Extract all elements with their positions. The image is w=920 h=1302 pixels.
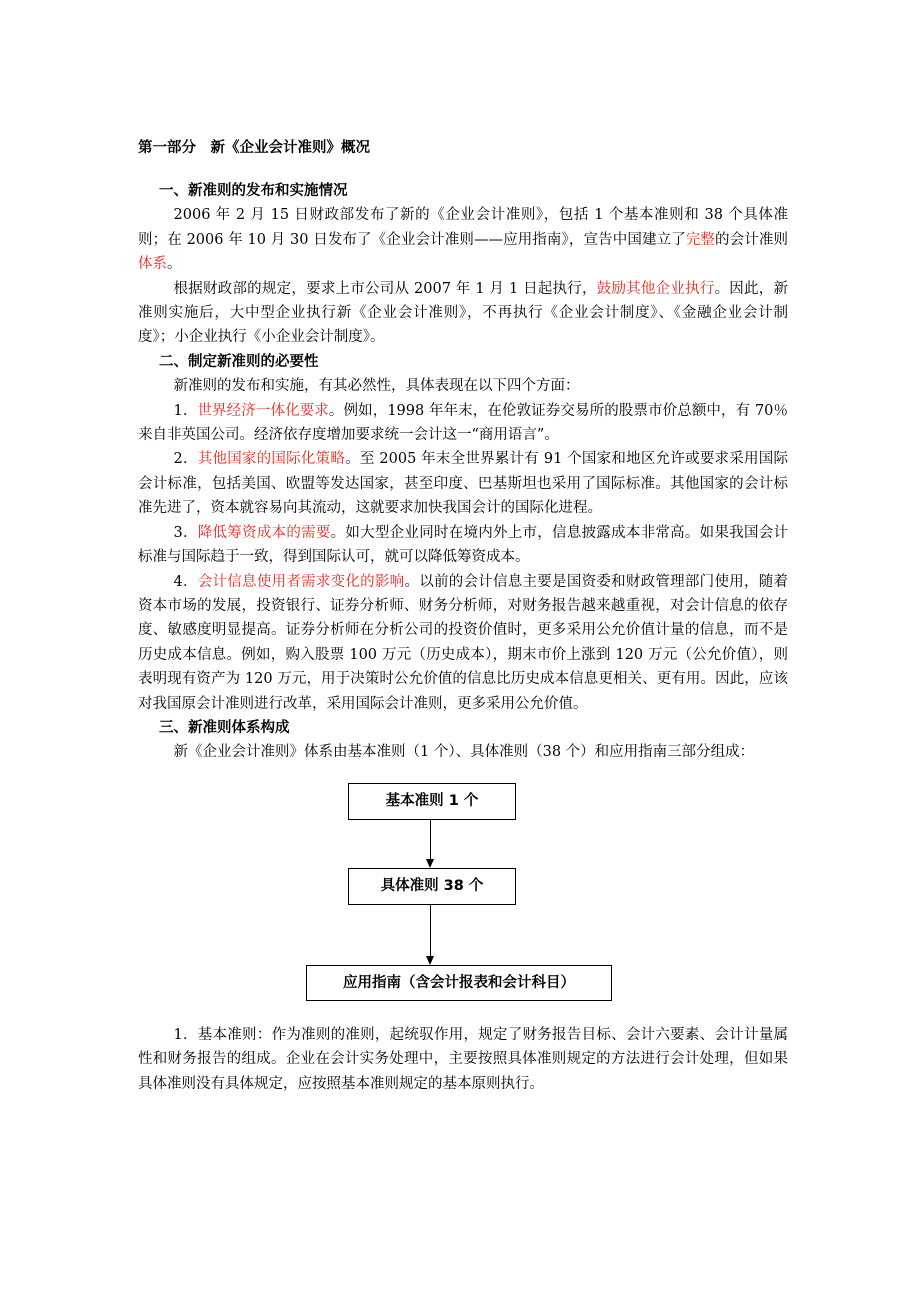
item-number: 4．	[173, 573, 198, 590]
paragraph-release	[138, 203, 788, 276]
paragraph-text: 根据财政部的规定，要求上市公司从 2007 年 1 月 1 日起执行，	[173, 280, 597, 297]
highlight-text: 鼓励其他企业执行	[596, 280, 715, 297]
paragraph-basic-standard: 1．基本准则：作为准则的准则，起统驭作用，规定了财务报告目标、会计六要素、会计计量属性和财务报告的组成。企业在会计实务处理中，主要按照具体准则规定的方法进行会计处理，但如果具体准则没有具体规定，应按照基本准则规定的基本原则执行。	[138, 1026, 788, 1092]
arrow-down-icon	[426, 859, 434, 868]
flow-box-basic-standard: 基本准则 1 个	[348, 783, 516, 820]
flow-box-specific-standards: 具体准则 38 个	[348, 868, 516, 905]
paragraph-text: 。以前的会计信息主要是国资委和财政管理部门使用，随着资本市场的发展，投资银行、证券分析师、财务分析师，对财务报告越来越重视，对会计信息的依存度、敏感度明显提高。证券分析师在分析公司的投资价值时，更多采用公允价值计量的信息，而不是历史成本信息。例如，购入股票 100 万元（历史成本），期末市价上涨到 120 万元（公允价值），则表明现有资产为 120 万元，用于决策时公允价值的信息比历史成本信息更相关、更有用。因此，应该对我国原会计准则进行改革，采用国际会计准则，更多采用公允价值。	[138, 573, 788, 712]
flow-arrow-line	[430, 905, 431, 957]
highlight-text: 世界经济一体化要求	[197, 402, 329, 419]
list-item-2	[138, 447, 788, 520]
arrow-down-icon	[426, 956, 434, 965]
section-heading-3: 三、新准则体系构成	[159, 719, 290, 736]
flow-arrow-line	[430, 820, 431, 860]
list-item-1	[138, 399, 788, 448]
item-number: 2．	[173, 451, 198, 468]
paragraph-text: 。因此，新准则实施后，大中型企业执行新《企业会计准则》，不再执行《企业会计制度》、《金融企业会计制度》；小企业执行《小企业会计制度》。	[138, 280, 789, 346]
highlight-text: 会计信息使用者需求变化的影响	[197, 573, 405, 590]
standards-flowchart	[138, 783, 788, 1023]
list-item-4	[138, 570, 788, 716]
page-title: 第一部分 新《企业会计准则》概况	[138, 140, 370, 156]
flow-box-application-guide: 应用指南（含会计报表和会计科目）	[306, 965, 612, 1001]
list-item-3	[138, 521, 788, 570]
paragraph-necessity-intro: 新准则的发布和实施，有其必然性，具体表现在以下四个方面：	[173, 378, 580, 395]
item-number: 3．	[173, 524, 198, 541]
paragraph-system-intro: 新《企业会计准则》体系由基本准则（1 个）、具体准则（38 个）和应用指南三部分组成：	[173, 744, 755, 761]
highlight-text: 其他国家的国际化策略	[197, 451, 346, 468]
document-body	[138, 136, 788, 1096]
section-heading-1: 一、新准则的发布和实施情况	[159, 183, 348, 199]
paragraph-text: 2006 年 2 月 15 日财政部发布了新的《企业会计准则》，包括 1 个基本准则和 38 个具体准则；在 2006 年 10 月 30 日发布了《企业会计准则——应用指南》，宣告中国建立了	[138, 207, 788, 248]
paragraph-text: 。例如，1998 年年末，在伦敦证券交易所的股票市价总额中，有 70％来自非英国公司。经济依存度增加要求统一会计这一“商用语言”。	[138, 402, 788, 444]
item-number: 1．	[173, 402, 198, 419]
highlight-text: 完整	[685, 231, 716, 248]
paragraph-text: 的会计准则	[715, 231, 789, 248]
section-heading-2: 二、制定新准则的必要性	[159, 353, 319, 370]
highlight-text: 体系	[138, 256, 167, 273]
paragraph-text: 。至 2005 年末全世界累计有 91 个国家和地区允许或要求采用国际会计标准，包括美国、欧盟等发达国家，甚至印度、巴基斯坦也采用了国际标准。其他国家的会计标准先进了，资本就容易向其流动，这就要求加快我国会计的国际化进程。	[138, 451, 788, 517]
paragraph-text: 。	[167, 256, 182, 273]
paragraph-implementation	[138, 277, 788, 350]
highlight-text: 降低筹资成本的需要	[197, 524, 331, 541]
paragraph-text: 。如大型企业同时在境内外上市，信息披露成本非常高。如果我国会计标准与国际趋于一致，得到国际认可，就可以降低筹资成本。	[138, 524, 788, 566]
